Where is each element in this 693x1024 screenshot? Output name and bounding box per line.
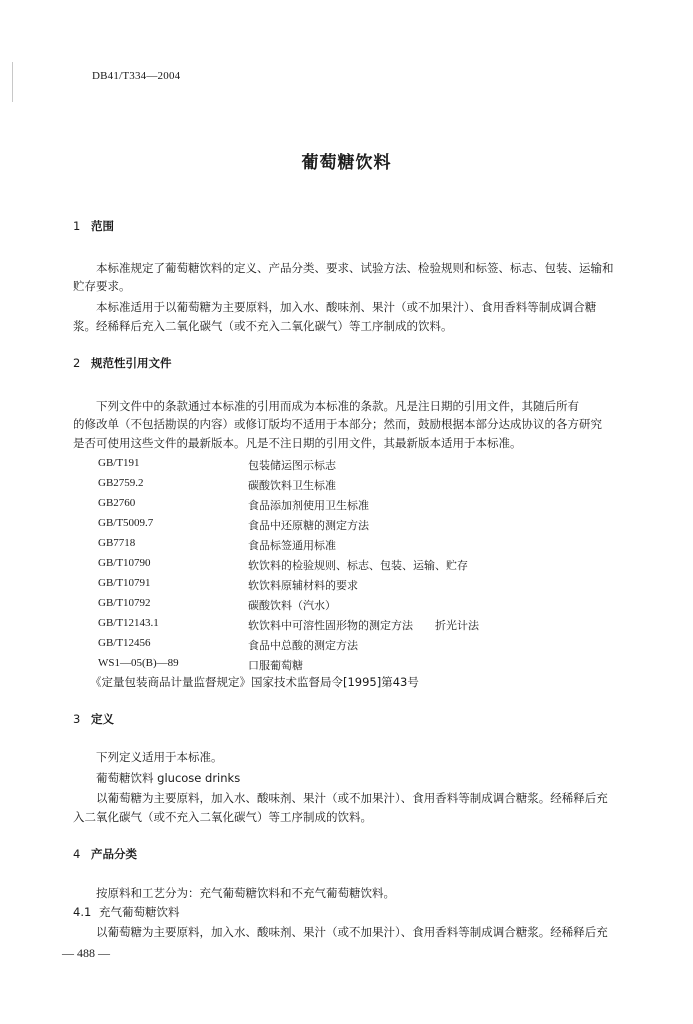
section-2-heading (73, 355, 172, 371)
ref-title: 软饮料中可溶性固形物的测定方法 折光计法 (248, 619, 479, 632)
header-doc-code: DB41/T334—2004 (92, 70, 181, 82)
subsection-4-1-number: 4.1 (73, 905, 92, 919)
ref-title: 软饮料原辅材料的要求 (248, 579, 358, 592)
refs-intro-line1: 下列文件中的条款通过本标准的引用而成为本标准的条款。凡是注日期的引用文件，其随后所有 (96, 399, 579, 413)
extra-reference: 《定量包装商品计量监督规定》国家技术监督局令[1995]第43号 (90, 675, 419, 689)
definition-term: 葡萄糖饮料 glucose drinks (96, 771, 241, 785)
ref-code: GB/T10790 (98, 557, 151, 569)
ref-title: 口服葡萄糖 (248, 659, 303, 672)
section-1-title: 范围 (91, 219, 114, 233)
ref-code: GB2760 (98, 497, 136, 509)
ref-code: GB7718 (98, 537, 136, 549)
ref-code: GB/T5009.7 (98, 517, 154, 529)
subsection-4-1-line1: 以葡萄糖为主要原料，加入水、酸味剂、果汁（或不加果汁）、食用香料等制成调合糖浆。经稀释后充 (96, 925, 608, 939)
section-3-number: 3 (73, 712, 81, 726)
page-number: — 488 — (62, 946, 110, 960)
ref-title: 食品标签通用标准 (248, 539, 336, 552)
scope-p1-line2: 贮存要求。 (73, 279, 131, 293)
ref-code: GB/T12143.1 (98, 617, 159, 629)
ref-title: 碳酸饮料（汽水） (248, 599, 336, 612)
ref-code: GB/T191 (98, 457, 140, 469)
subsection-4-1-title: 充气葡萄糖饮料 (99, 905, 180, 919)
section-4-heading (73, 846, 137, 862)
section-3-title: 定义 (91, 712, 114, 726)
ref-title: 软饮料的检验规则、标志、包装、运输、贮存 (248, 559, 468, 572)
ref-title: 碳酸饮料卫生标准 (248, 479, 336, 492)
ref-code: GB/T12456 (98, 637, 151, 649)
ref-code: GB/T10792 (98, 597, 151, 609)
scope-p2-line1: 本标准适用于以葡萄糖为主要原料，加入水、酸味剂、果汁（或不加果汁）、食用香料等制成调合糖 (96, 300, 597, 314)
refs-intro-line2: 的修改单（不包括勘误的内容）或修订版均不适用于本部分；然而，鼓励根据本部分达成协议的各方研究 (73, 417, 602, 431)
ref-title: 食品中还原糖的测定方法 (248, 519, 369, 532)
ref-title: 食品中总酸的测定方法 (248, 639, 358, 652)
ref-title: 食品添加剂使用卫生标准 (248, 499, 369, 512)
definition-line1: 以葡萄糖为主要原料，加入水、酸味剂、果汁（或不加果汁）、食用香料等制成调合糖浆。经稀释后充 (96, 791, 608, 805)
refs-intro-line3: 是否可使用这些文件的最新版本。凡是不注日期的引用文件，其最新版本适用于本标准。 (73, 436, 522, 450)
section-1-heading (73, 218, 114, 234)
section-2-title: 规范性引用文件 (91, 356, 172, 370)
scope-p1-line1: 本标准规定了葡萄糖饮料的定义、产品分类、要求、试验方法、检验规则和标签、标志、包装、运输和 (96, 261, 614, 275)
ref-code: GB/T10791 (98, 577, 151, 589)
scan-edge-mark (12, 62, 13, 102)
section-1-number: 1 (73, 219, 81, 233)
subsection-4-1-heading (73, 904, 180, 920)
ref-code: WS1—05(B)—89 (98, 657, 179, 669)
definition-line2: 入二氧化碳气（或不充入二氧化碳气）等工序制成的饮料。 (73, 810, 372, 824)
section-4-title: 产品分类 (91, 847, 137, 861)
scope-p2-line2: 浆。经稀释后充入二氧化碳气（或不充入二氧化碳气）等工序制成的饮料。 (73, 319, 453, 333)
section-4-number: 4 (73, 847, 81, 861)
section-2-number: 2 (73, 356, 81, 370)
classification-intro: 按原料和工艺分为：充气葡萄糖饮料和不充气葡萄糖饮料。 (96, 886, 395, 900)
definitions-intro: 下列定义适用于本标准。 (96, 750, 223, 764)
document-title: 葡萄糖饮料 (301, 153, 392, 173)
ref-title: 包装储运图示标志 (248, 459, 336, 472)
ref-code: GB2759.2 (98, 477, 144, 489)
section-3-heading (73, 711, 114, 727)
